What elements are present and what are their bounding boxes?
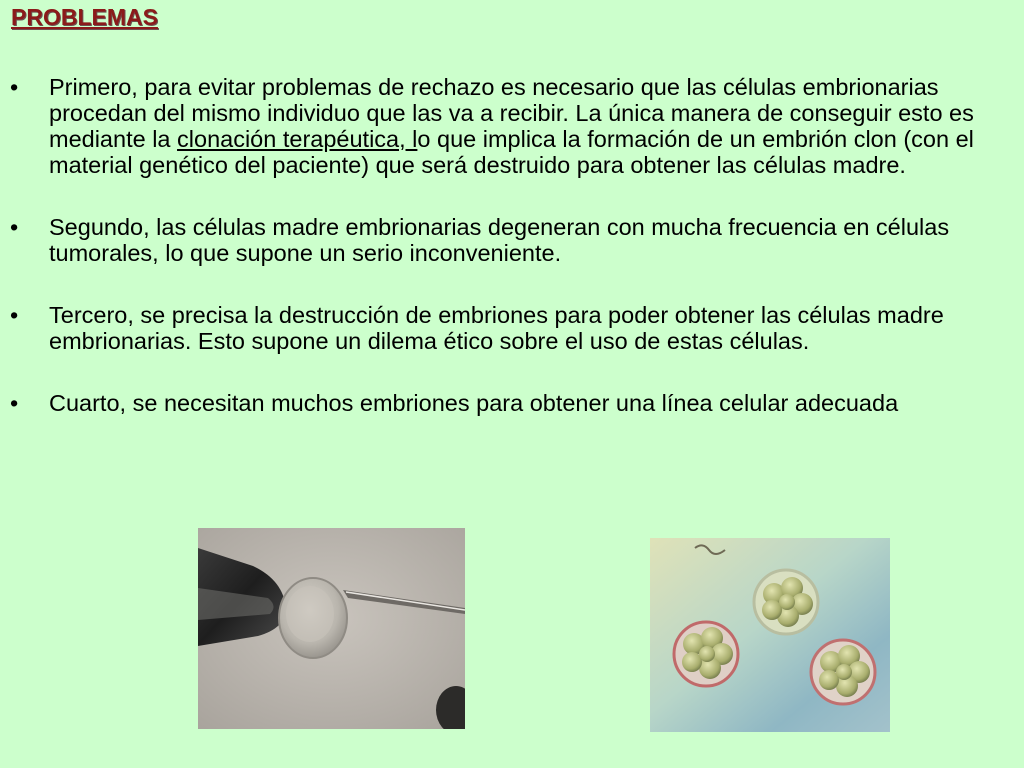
bullet-item-1 [0,74,1024,178]
embryos-micrograph-image [650,538,890,732]
bullet-marker: • [10,74,19,100]
bullet-text-1-before: Primero, para evitar problemas de rechazo es necesario que las células embrionarias procedan del mismo individuo que las va a recibir. La única manera de conseguir esto es mediante la [49,74,974,152]
micropipette-injection-image [198,528,465,729]
clonacion-terapeutica-link[interactable]: clonación terapéutica, l [177,126,418,152]
slide-title: PROBLEMAS [11,4,158,30]
bullet-item-3 [0,302,1024,354]
bullet-text-2: Segundo, las células madre embrionarias degeneran con mucha frecuencia en células tumorales, lo que supone un serio inconveniente. [49,214,950,266]
bullet-item-2 [0,214,1024,266]
bullet-text-3: Tercero, se precisa la destrucción de embriones para poder obtener las células madre embrionarias. Esto supone un dilema ético sobre el uso de estas células. [49,302,944,354]
bullet-marker: • [10,302,19,328]
bullet-text-4: Cuarto, se necesitan muchos embriones para obtener una línea celular adecuada [49,390,899,416]
bullet-marker: • [10,214,19,240]
bullet-text-1-after: o que implica la formación de un embrión clon (con el material genético del paciente) que será destruido para obtener las células madre. [49,126,974,178]
bullet-list [0,74,1024,452]
bullet-item-4 [0,390,1024,416]
bullet-marker: • [10,390,19,416]
